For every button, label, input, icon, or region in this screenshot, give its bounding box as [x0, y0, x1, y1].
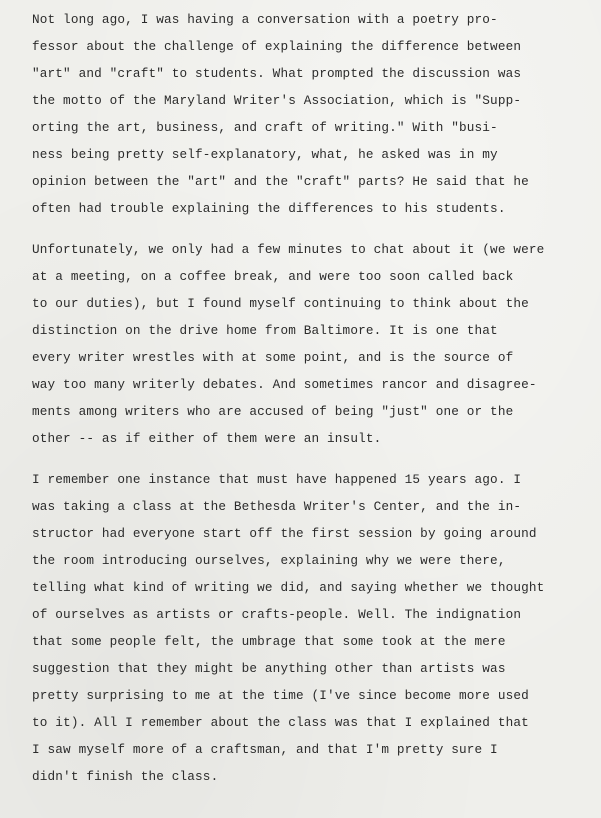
text-line: the motto of the Maryland Writer's Association, which is "Supp- [32, 93, 522, 108]
text-line: often had trouble explaining the differences to his students. [32, 201, 506, 216]
text-line: the room introducing ourselves, explaining why we were there, [32, 553, 506, 568]
paragraph-3 [32, 466, 592, 790]
text-line: Unfortunately, we only had a few minutes to chat about it (we were [32, 242, 545, 257]
text-line: opinion between the "art" and the "craft" parts? He said that he [32, 174, 529, 189]
text-line: at a meeting, on a coffee break, and were too soon called back [32, 269, 514, 284]
text-line: ness being pretty self-explanatory, what, he asked was in my [32, 147, 498, 162]
text-line: "art" and "craft" to students. What prompted the discussion was [32, 66, 522, 81]
text-line: pretty surprising to me at the time (I've since become more used [32, 688, 529, 703]
text-line: suggestion that they might be anything other than artists was [32, 661, 506, 676]
text-line: Not long ago, I was having a conversation with a poetry pro- [32, 12, 498, 27]
text-line: distinction on the drive home from Baltimore. It is one that [32, 323, 498, 338]
paragraph-1 [32, 6, 592, 222]
text-line: I remember one instance that must have happened 15 years ago. I [32, 472, 522, 487]
text-line: telling what kind of writing we did, and saying whether we thought [32, 580, 545, 595]
text-line: other -- as if either of them were an insult. [32, 431, 382, 446]
text-line: ments among writers who are accused of being "just" one or the [32, 404, 514, 419]
text-line: didn't finish the class. [32, 769, 219, 784]
text-line: way too many writerly debates. And sometimes rancor and disagree- [32, 377, 537, 392]
text-line: I saw myself more of a craftsman, and that I'm pretty sure I [32, 742, 498, 757]
text-line: orting the art, business, and craft of writing." With "busi- [32, 120, 498, 135]
text-line: fessor about the challenge of explaining the difference between [32, 39, 522, 54]
paragraph-2 [32, 236, 592, 452]
document-body [32, 6, 592, 790]
text-line: to it). All I remember about the class was that I explained that [32, 715, 529, 730]
text-line: structor had everyone start off the first session by going around [32, 526, 537, 541]
text-line: was taking a class at the Bethesda Writer's Center, and the in- [32, 499, 522, 514]
text-line: of ourselves as artists or crafts-people. Well. The indignation [32, 607, 522, 622]
text-line: every writer wrestles with at some point, and is the source of [32, 350, 514, 365]
text-line: that some people felt, the umbrage that some took at the mere [32, 634, 506, 649]
text-line: to our duties), but I found myself continuing to think about the [32, 296, 529, 311]
